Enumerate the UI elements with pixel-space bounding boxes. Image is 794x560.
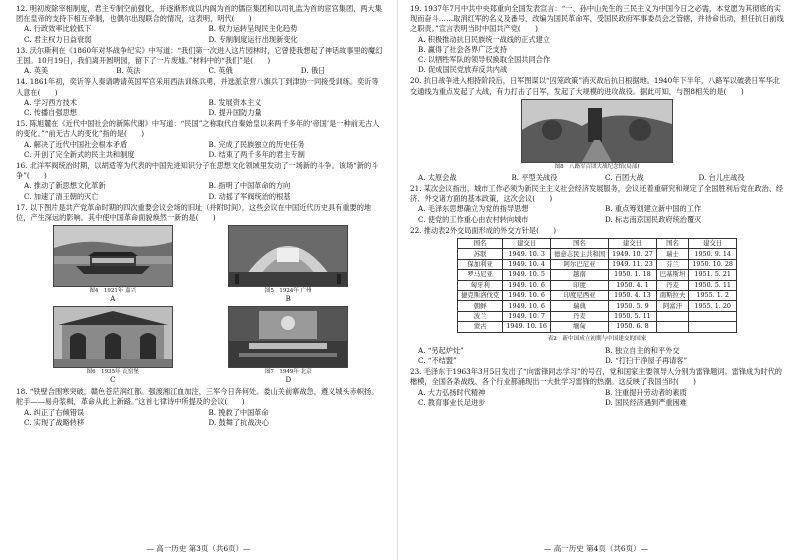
question-stem: 18. “铁壁合围寒突破，赣色苍茫润红都。强渡湘江血加注，三军今日奔何处。娄山关前寨战急，遵义城头赤帜扬。舵手——易舟浆楫，革命从此上新路。”这首七律诗中所提及的会议( ) — [16, 387, 379, 407]
figure-8 — [410, 99, 784, 171]
table-cell: 1955. 1. 2 — [689, 291, 737, 301]
option-c: C. 开创了完全新式的民主共和制度 — [24, 149, 135, 159]
photo-letter: D — [285, 376, 292, 385]
photo-b — [210, 225, 368, 303]
table-header: 建交日 — [503, 239, 551, 249]
option-c: C. 传播自强思想 — [24, 108, 77, 118]
question-20 — [410, 76, 784, 183]
question-13 — [16, 46, 385, 77]
boat-photo — [53, 225, 173, 287]
table-cell: 1949. 10. 5 — [503, 270, 551, 280]
table-cell: 1955. 1. 20 — [689, 301, 737, 311]
figure-caption: 图8 八路军百团大战纪念馆(局部) — [554, 163, 640, 170]
table-cell: 1949. 10. 3 — [503, 249, 551, 259]
table-cell: 丹麦 — [551, 311, 609, 321]
option-a: A. 英美 — [24, 66, 49, 76]
building-photo — [53, 306, 173, 368]
option-c: C. 以牺牲军队的领导权换取全国共同合作 — [418, 55, 551, 65]
option-c: C. 加速了清王朝的灭亡 — [24, 191, 99, 201]
table-cell: 丹麦 — [656, 280, 689, 290]
option-a: A. 推动了新思想文化革新 — [24, 181, 106, 191]
table-cell: 巴基斯坦 — [656, 270, 689, 280]
table-cell: 保加利亚 — [458, 259, 503, 269]
option-c: C. 君主权力日益衰弱 — [24, 34, 92, 44]
option-b: B. 英法 — [116, 66, 141, 76]
table-cell: 蒙古 — [458, 322, 503, 332]
question-17 — [16, 203, 385, 386]
option-c: C. 英俄 — [208, 66, 233, 76]
table-header: 建交日 — [609, 239, 657, 249]
table-cell: 苏联 — [458, 249, 503, 259]
diplomacy-table — [457, 238, 737, 333]
table-cell: 瑞典 — [551, 301, 609, 311]
table-cell — [689, 322, 737, 332]
option-b: B. 赢得了社会各界广泛支持 — [418, 44, 507, 54]
photo-caption: 图4 1921年 嘉兴 — [89, 288, 137, 295]
options — [16, 140, 385, 160]
photo-c — [34, 306, 192, 384]
table-cell: 印度 — [551, 280, 609, 290]
table-row — [458, 280, 737, 290]
table-cell: 缅甸 — [551, 322, 609, 332]
question-stem: 21. 某次会议指出，城市工作必须为新民主主义社会经济发展服务，会议还着重研究和规定了全国胜利后党在政治、经济、外交诸方面的基本政策，这次会议( ) — [410, 184, 784, 204]
option-b: B. 发展资本主义 — [208, 97, 262, 107]
table-cell: 1949. 11. 23 — [609, 259, 657, 269]
option-d: D. “打扫干净屋子再请客” — [605, 355, 688, 365]
table-cell: 1950. 5. 11 — [689, 280, 737, 290]
question-stem: 15. 陈旭麓在《近代中国社会的新陈代谢》中写道：“民国”之称取代自秦始皇以来两千多年的‘帝国’是一种前无古人的变化。”“前无古人的变化”指的是( ) — [16, 119, 380, 139]
option-d: D. 专制制度运行出现新变化 — [208, 34, 298, 44]
table-cell: 1950. 5. 11 — [609, 311, 657, 321]
table-row — [458, 291, 737, 301]
question-stem: 22. 推动表2外交局面形成的外交方针是( ) — [410, 225, 557, 235]
options — [410, 346, 784, 366]
table-cell: 1949. 10. 6 — [503, 291, 551, 301]
question-stem: 20. 抗日战争进入相持阶段后，日军图谋以“囚笼政策”消灭敌后抗日根据地。1940年下半年，八路军以破袭日军华北交通线为重点发起了大战，有力打击了日军，发起了大规模的进攻战役。据此可知，与图8相关的是( ) — [410, 76, 780, 96]
table-cell: 1950. 6. 8 — [609, 322, 657, 332]
page-footer: — 高一历史 第4页（共6页）— — [543, 544, 649, 553]
question-stem: 17. 以下图片是共产党革命时期的四次重要会议会场的旧址（并附时间），这些会议在中国近代历史具有重要的地位，产生深远的影响。其中使中国革命面貌焕然一新的是( ) — [16, 202, 372, 223]
photo-caption: 图6 1935年 瓦窑堡 — [86, 369, 139, 376]
question-14 — [16, 77, 385, 118]
table-header: 建交日 — [689, 239, 737, 249]
meeting-room-photo — [228, 306, 348, 368]
table-header-row — [458, 239, 737, 249]
question-16 — [16, 161, 385, 202]
table-cell: 南斯拉夫 — [656, 291, 689, 301]
photo-letter: C — [110, 376, 116, 385]
table-cell: 阿富汗 — [656, 301, 689, 311]
options — [16, 408, 385, 428]
table-cell — [656, 322, 689, 332]
option-c: C. 百团大战 — [605, 172, 644, 182]
photo-letter: B — [285, 295, 291, 304]
options — [16, 98, 385, 118]
option-c: C. 教育事业长足进步 — [418, 397, 486, 407]
option-c: C. 实现了战略转移 — [24, 417, 85, 427]
table-row — [458, 311, 737, 321]
option-a: A. 纠正了右倾错误 — [24, 407, 85, 417]
question-19 — [410, 4, 784, 75]
option-d: D. 动摇了军阀统治的根基 — [208, 191, 291, 201]
option-d: D. 标志南京国民政府统治覆灭 — [605, 214, 702, 224]
table-cell — [656, 311, 689, 321]
table-cell: 朝鲜 — [458, 301, 503, 311]
table-cell: 1950. 1. 18 — [609, 270, 657, 280]
option-a: A. 太原会战 — [418, 172, 457, 182]
table-cell: 1950. 9. 14 — [689, 249, 737, 259]
options — [410, 204, 784, 224]
table-cell: 波兰 — [458, 311, 503, 321]
question-22 — [410, 226, 784, 366]
option-a: A. 解决了近代中国社会根本矛盾 — [24, 139, 128, 149]
option-a: A. 大力弘扬时代精神 — [418, 387, 486, 397]
photo-caption: 图7 1949年 北京 — [264, 369, 312, 376]
question-stem: 13. 沃尔斯利在《1860年对华战争纪实》中写道：“我们第一次进入这片园林时，它曾使我想起了神话故事里的魔幻王国。10月19日，我们离开圆明园，留下了一片废墟。”材料中的“我们”是( ) — [16, 45, 383, 66]
question-12 — [16, 4, 385, 45]
option-a: A. 毛泽东思想确立为党的指导思想 — [418, 204, 529, 214]
option-a: A. 行政效率比较低下 — [24, 24, 92, 34]
option-d: D. 俄日 — [300, 66, 326, 76]
table-cell: 德意志民主共和国 — [551, 249, 609, 259]
table-cell: 1951. 5. 21 — [689, 270, 737, 280]
question-23 — [410, 367, 784, 408]
table-caption: 表2 新中国成立初期与中国建交的国家 — [547, 335, 647, 342]
question-21 — [410, 184, 784, 225]
table-cell: 1949. 10. 6 — [503, 301, 551, 311]
option-d: D. 提升国防力量 — [208, 108, 262, 118]
table-row — [458, 249, 737, 259]
options — [16, 24, 385, 44]
photo-grid — [16, 223, 385, 386]
option-d: D. 鼓舞了抗战决心 — [208, 417, 269, 427]
table-cell: 1950. 4. 13 — [609, 291, 657, 301]
table-header: 国名 — [656, 239, 689, 249]
option-b: B. 挽救了中国革命 — [208, 407, 269, 417]
photo-caption: 图5 1924年 广州 — [264, 288, 312, 295]
table-cell: 1949. 10. 4 — [503, 259, 551, 269]
table-header: 国名 — [551, 239, 609, 249]
option-d: D. 台儿庄战役 — [698, 172, 745, 182]
option-b: B. 平型关战役 — [511, 172, 558, 182]
table-cell: 印度尼西亚 — [551, 291, 609, 301]
table-cell: 越南 — [551, 270, 609, 280]
table-cell: 1950. 10. 28 — [689, 259, 737, 269]
table-header: 国名 — [458, 239, 503, 249]
option-c: C. 使党的工作重心由农村转向城市 — [418, 214, 529, 224]
table-cell: 罗马尼亚 — [458, 270, 503, 280]
table-cell: 捷克斯洛伐克 — [458, 291, 503, 301]
table-row — [458, 270, 737, 280]
option-c: C. “不结盟” — [418, 355, 457, 365]
table-cell: 瑞士 — [656, 249, 689, 259]
photo-d — [210, 306, 368, 384]
question-15 — [16, 119, 385, 160]
option-a: A. 积极推动抗日民族统一战线的正式建立 — [418, 34, 550, 44]
option-b: B. 重点筹划建立新中国的工作 — [605, 204, 702, 214]
option-b: B. 独立自主的和平外交 — [605, 345, 680, 355]
table-cell: 1949. 10. 7 — [503, 311, 551, 321]
table-cell: 1950. 4. 1 — [609, 280, 657, 290]
option-a: A. 学习西方技术 — [24, 97, 77, 107]
question-stem: 12. 明初废除宰相制度，君主专制空前强化，并逐渐形成以内阁为首的儒臣集团和以司礼监为首的宦官集团，两大集团在皇帝的支持下相互牵制，也偶尔出现联合的情况，这表明，明代( ) — [16, 4, 382, 24]
options — [16, 181, 385, 201]
photo-letter: A — [110, 295, 116, 304]
table-row — [458, 301, 737, 311]
table-cell: 1949. 10. 27 — [609, 249, 657, 259]
question-18 — [16, 387, 385, 428]
question-stem: 23. 毛泽东于1963年3月5日发出了“向雷锋同志学习”的号召，党和国家主要领导人分别为雷锋题词。雷锋成为时代的楷模，全国各条战线、各个行业都涌现出一大批学习雷锋的热潮。这反映了我国当时( ) — [410, 367, 782, 387]
option-d: D. 国民经济遇到严重困难 — [605, 397, 687, 407]
question-stem: 14. 1861年初，奕䜣等人奏请聘请英国军官采用西法训练兵勇，并选派京营八旗兵丁到津协一同接受训练。奕䜣等人意在( ) — [16, 77, 379, 97]
question-stem: 19. 1937年7月中共中央郑重向全国发表宣言：“一、孙中山先生的三民主义为中国今日之必需，本党愿为其彻底的实现而奋斗……取消红军的名义及番号，改编为国民革命军，受国民政府军事委员会之管辖，并待命出动，担任抗日前线之职责。”宣言表明当时中国共产党( ) — [410, 4, 784, 34]
option-b: B. 权力运转呈现民主化趋势 — [208, 24, 298, 34]
option-d: D. 促成国民党放弃反共内战 — [418, 65, 508, 75]
table-cell — [689, 311, 737, 321]
right-page — [397, 0, 794, 560]
option-b: B. 完成了民族独立的历史任务 — [208, 139, 305, 149]
table-cell: 1949. 10. 16 — [503, 322, 551, 332]
hall-photo — [228, 225, 348, 287]
table-row — [458, 259, 737, 269]
option-b: B. 指明了中国革命的方向 — [208, 181, 291, 191]
options — [410, 388, 784, 408]
options — [16, 66, 385, 76]
options — [410, 173, 784, 183]
option-d: D. 结束了两千多年的君主专制 — [208, 149, 305, 159]
options — [410, 35, 784, 76]
page-footer: — 高一历史 第3页（共6页）— — [146, 544, 251, 553]
question-stem: 16. 北洋军阀统治时期，以胡适等为代表的中国先进知识分子在思想文化领域里发动了一场新的斗争。该场“新的斗争”( ) — [16, 161, 379, 181]
table-cell: 1950. 5. 9 — [609, 301, 657, 311]
option-a: A. “另起炉灶” — [418, 345, 464, 355]
table-cell: 匈牙利 — [458, 280, 503, 290]
table-row — [458, 322, 737, 332]
table-cell: 芬兰 — [656, 259, 689, 269]
table-cell: 1949. 10. 6 — [503, 280, 551, 290]
memorial-photo — [521, 99, 673, 163]
table-cell: 阿尔巴尼亚 — [551, 259, 609, 269]
photo-a — [34, 225, 192, 303]
option-b: B. 注重提升劳动者的素质 — [605, 387, 687, 397]
